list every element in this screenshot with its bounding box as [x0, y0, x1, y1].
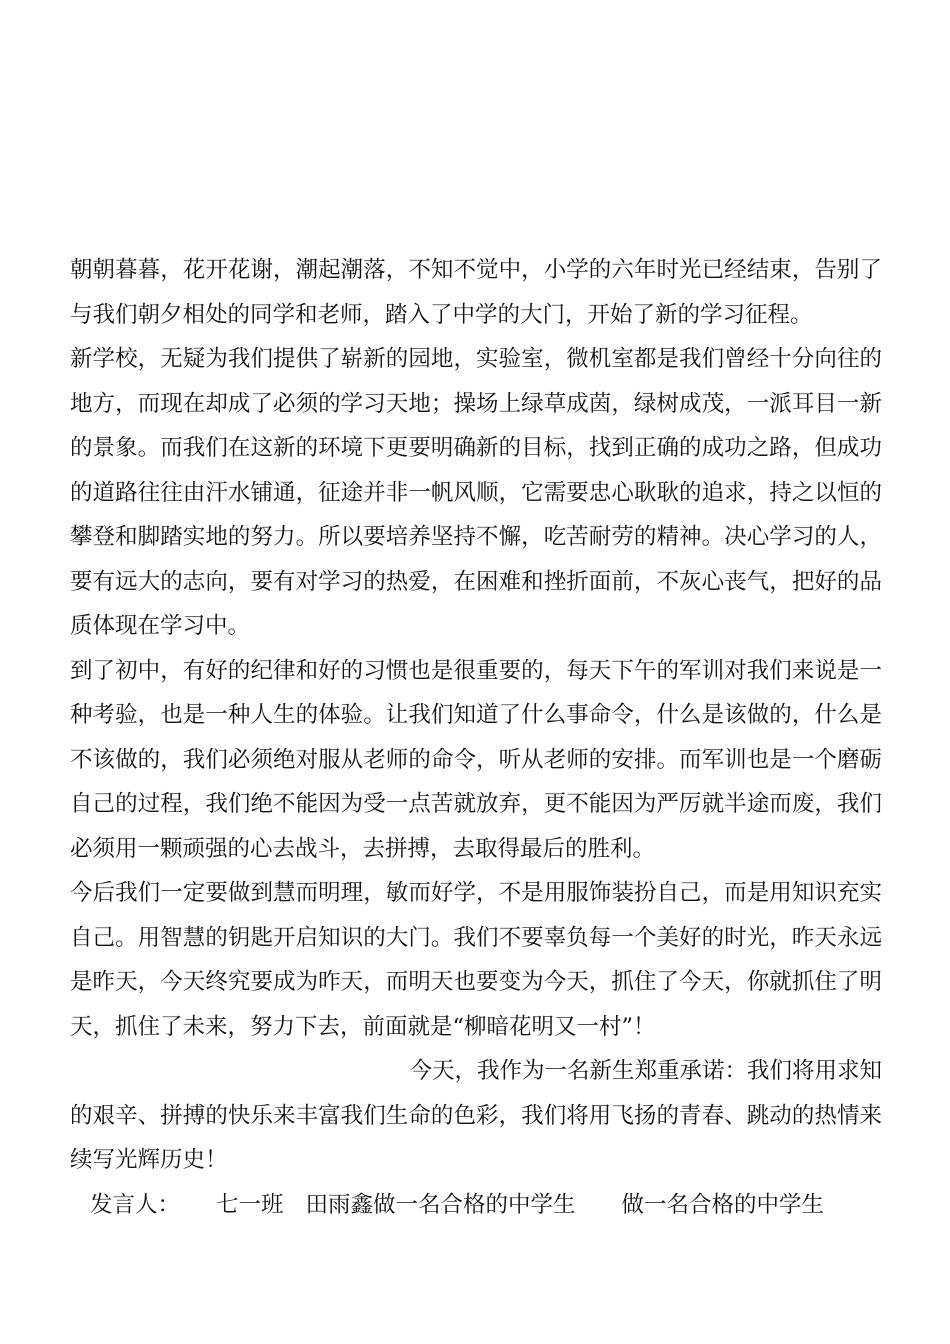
- text-line: 种考验，也是一种人生的体验。让我们知道了什么事命令，什么是该做的，什么是: [70, 702, 882, 728]
- text-line: 的艰辛、拼搏的快乐来丰富我们生命的色彩，我们将用飞扬的青春、跳动的热情来: [70, 1102, 882, 1129]
- speech-title: 做一名合格的中学生: [621, 1192, 825, 1218]
- speaker-class: 七一班: [216, 1192, 284, 1218]
- text-line: 今后我们一定要做到慧而明理，敏而好学，不是用服饰装扮自己，而是用知识充实: [70, 880, 882, 906]
- text-line: 质体现在学习中。: [70, 613, 251, 639]
- text-line: 的道路往往由汗水铺通，征途并非一帆风顺，它需要忠心耿耿的追求，持之以恒的: [70, 479, 882, 506]
- text-line: 朝朝暮暮，花开花谢，潮起潮落，不知不觉中，小学的六年时光已经结束，告别了: [70, 257, 882, 283]
- text-line: 必须用一颗顽强的心去战斗，去拼搏，去取得最后的胜利。: [70, 835, 656, 862]
- text-line: 攀登和脚踏实地的努力。所以要培养坚持不懈，吃苦耐劳的精神。决心学习的人，: [70, 524, 882, 550]
- text-line: 到了初中，有好的纪律和好的习惯也是很重要的，每天下午的军训对我们来说是一: [70, 657, 882, 684]
- speech-body: [70, 248, 882, 1183]
- speaker-name-title: 田雨鑫做一名合格的中学生: [305, 1192, 576, 1218]
- text-line: 天，抓住了未来，努力下去，前面就是“柳暗花明又一村”！: [70, 1013, 656, 1040]
- text-line: 自己的过程，我们绝不能因为受一点苦就放弃，更不能因为严厉就半途而废，我们: [70, 791, 882, 817]
- text-line: 是昨天，今天终究要成为昨天，而明天也要变为今天，抓住了今天，你就抓住了明: [70, 969, 882, 995]
- text-line: 不该做的，我们必须绝对服从老师的命令，听从老师的安排。而军训也是一个磨砺: [70, 746, 882, 773]
- text-line: 续写光辉历史！: [70, 1147, 228, 1173]
- text-line: 地方，而现在却成了必须的学习天地；操场上绿草成茵，绿树成茂，一派耳目一新: [70, 390, 882, 417]
- speaker-label: 发言人：: [90, 1192, 181, 1218]
- text-line: 自己。用智慧的钥匙开启知识的大门。我们不要辜负每一个美好的时光，昨天永远: [70, 924, 882, 951]
- speaker-line: [90, 1183, 824, 1228]
- text-line: 的景象。而我们在这新的环境下更要明确新的目标，找到正确的成功之路，但成功: [70, 435, 882, 461]
- text-line: 今天，我作为一名新生郑重承诺：我们将用求知: [409, 1058, 882, 1084]
- text-line: 要有远大的志向，要有对学习的热爱，在困难和挫折面前，不灰心丧气，把好的品: [70, 568, 882, 595]
- text-line: 新学校，无疑为我们提供了崭新的园地，实验室，微机室都是我们曾经十分向往的: [70, 346, 882, 372]
- text-line: 与我们朝夕相处的同学和老师，踏入了中学的大门，开始了新的学习征程。: [70, 301, 813, 328]
